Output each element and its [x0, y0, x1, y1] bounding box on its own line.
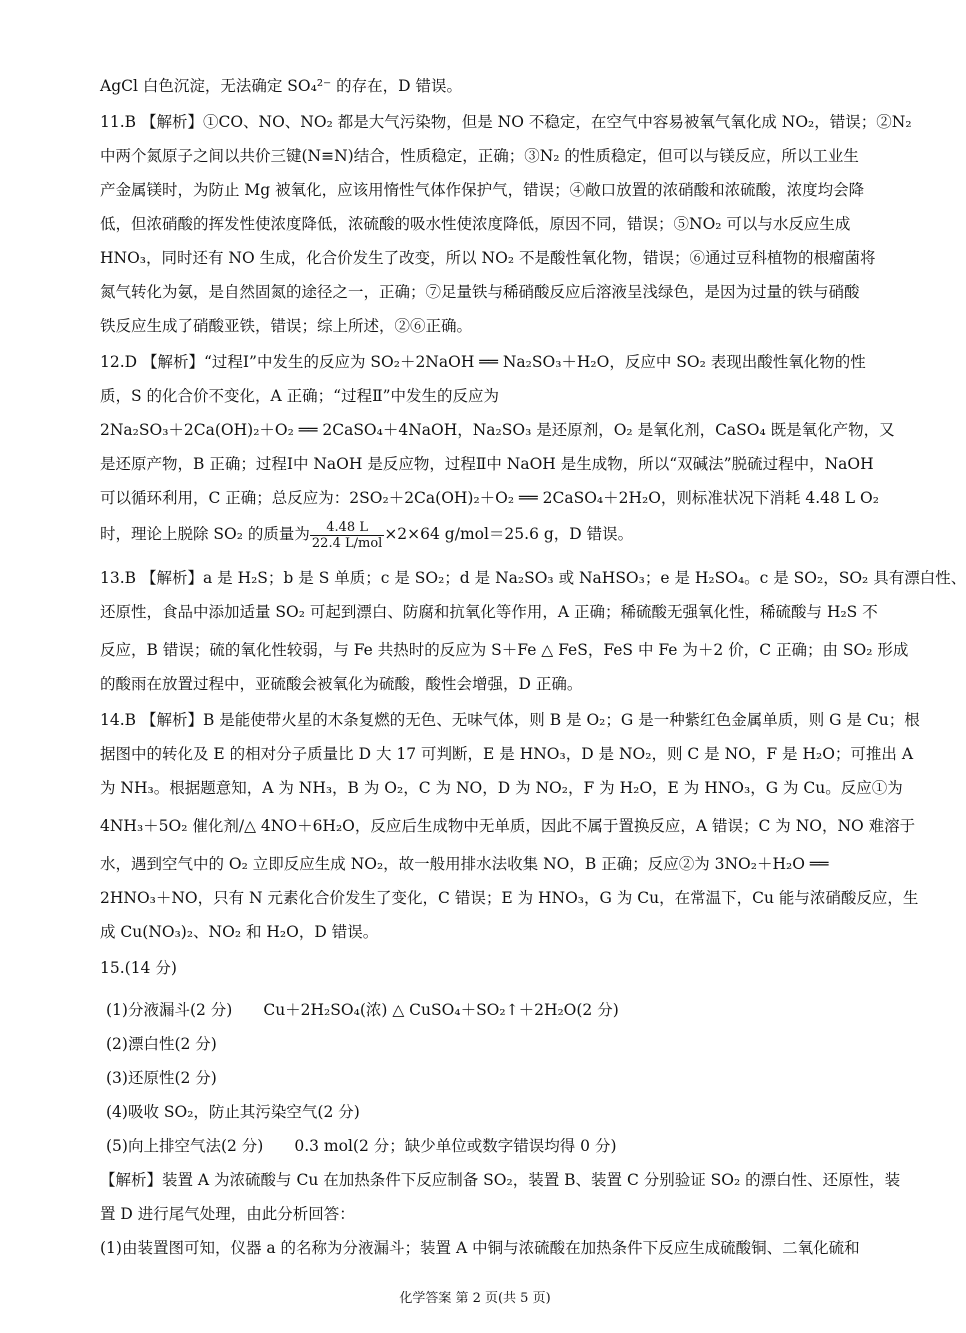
- answer-15-part-1: (1)分液漏斗(2 分) Cu＋2H₂SO₄(浓) △ CuSO₄＋SO₂↑＋2H₂O(2 分): [106, 1001, 619, 1019]
- answer-13-line: 13.B 【解析】a 是 H₂S；b 是 S 单质；c 是 SO₂；d 是 Na₂SO₃ 或 NaHSO₃；e 是 H₂SO₄。c 是 SO₂，SO₂ 具有漂白性、: [100, 569, 966, 587]
- text-line: 可以循环利用，C 正确；总反应为：2SO₂＋2Ca(OH)₂＋O₂ ══ 2CaSO₄＋2H₂O，则标准状况下消耗 4.48 L O₂: [100, 489, 879, 507]
- text-line: 为 NH₃。根据题意知，A 为 NH₃，B 为 O₂，C 为 NO，D 为 NO₂，F 为 H₂O，E 为 HNO₃，G 为 Cu。反应①为: [100, 779, 903, 797]
- text-line: 产金属镁时，为防止 Mg 被氧化，应该用惰性气体作保护气，错误；④敞口放置的浓硝酸和浓硫酸，浓度均会降: [100, 181, 865, 199]
- text-line: 成 Cu(NO₃)₂、NO₂ 和 H₂O，D 错误。: [100, 923, 379, 941]
- answer-15-part-5: (5)向上排空气法(2 分) 0.3 mol(2 分；缺少单位或数字错误均得 0 分): [106, 1137, 617, 1155]
- text-line: 置 D 进行尾气处理，由此分析回答：: [100, 1205, 355, 1223]
- text-line: 中两个氮原子之间以共价三键(N≡N)结合，性质稳定，正确；③N₂ 的性质稳定，但可以与镁反应，所以工业生: [100, 147, 859, 165]
- answer-15-heading: 15.(14 分): [100, 959, 177, 977]
- answer-12-line: 12.D 【解析】“过程Ⅰ”中发生的反应为 SO₂＋2NaOH ══ Na₂SO₃＋H₂O，反应中 SO₂ 表现出酸性氧化物的性: [100, 353, 866, 371]
- mass-fraction: [310, 520, 384, 551]
- text-line: 是还原产物，B 正确；过程Ⅰ中 NaOH 是反应物，过程Ⅱ中 NaOH 是生成物，所以“双碱法”脱硫过程中，NaOH: [100, 455, 874, 473]
- fraction-denominator: 22.4 L/mol: [311, 535, 383, 551]
- equation-line: 4NH₃＋5O₂ 催化剂/△ 4NO＋6H₂O，反应后生成物中无单质，因此不属于置换反应，A 错误；C 为 NO，NO 难溶于: [100, 817, 916, 835]
- fraction-suffix: ×2×64 g/mol＝25.6 g，D 错误。: [384, 525, 634, 543]
- text-line: 氮气转化为氨，是自然固氮的途径之一，正确；⑦足量铁与稀硝酸反应后溶液呈浅绿色，是因为过量的铁与硝酸: [100, 283, 860, 301]
- answer-15-part-2: (2)漂白性(2 分): [106, 1035, 217, 1053]
- text-line: (1)由装置图可知，仪器 a 的名称为分液漏斗；装置 A 中铜与浓硫酸在加热条件下反应生成硫酸铜、二氧化硫和: [100, 1239, 860, 1257]
- text-line: 铁反应生成了硝酸亚铁，错误；综上所述，②⑥正确。: [100, 317, 473, 335]
- equation-line: 2Na₂SO₃＋2Ca(OH)₂＋O₂ ══ 2CaSO₄＋4NaOH，Na₂SO₃ 是还原剂，O₂ 是氧化剂，CaSO₄ 既是氧化产物，又: [100, 421, 895, 439]
- text-line: 反应，B 错误；硫的氧化性较弱，与 Fe 共热时的反应为 S＋Fe △ FeS，FeS 中 Fe 为＋2 价，C 正确；由 SO₂ 形成: [100, 641, 909, 659]
- answer-15-part-3: (3)还原性(2 分): [106, 1069, 217, 1087]
- fraction-line: [100, 516, 870, 552]
- text-line: 水，遇到空气中的 O₂ 立即反应生成 NO₂，故一般用排水法收集 NO，B 正确；反应②为 3NO₂＋H₂O ══: [100, 855, 829, 873]
- text-line: 的酸雨在放置过程中，亚硫酸会被氧化为硫酸，酸性会增强，D 正确。: [100, 675, 583, 693]
- answer-15-part-4: (4)吸收 SO₂，防止其污染空气(2 分): [106, 1103, 360, 1121]
- text-line: 还原性，食品中添加适量 SO₂ 可起到漂白、防腐和抗氧化等作用，A 正确；稀硫酸无强氧化性，稀硫酸与 H₂S 不: [100, 603, 878, 621]
- text-line: HNO₃，同时还有 NO 生成，化合价发生了改变，所以 NO₂ 不是酸性氧化物，错误；⑥通过豆科植物的根瘤菌将: [100, 249, 876, 267]
- text-line: 低，但浓硝酸的挥发性使浓度降低，浓硫酸的吸水性使浓度降低，原因不同，错误；⑤NO₂ 可以与水反应生成: [100, 215, 851, 233]
- fraction-prefix: 时，理论上脱除 SO₂ 的质量为: [100, 525, 310, 543]
- answer-14-line: 14.B 【解析】B 是能使带火星的木条复燃的无色、无味气体，则 B 是 O₂；G 是一种紫红色金属单质，则 G 是 Cu；根: [100, 711, 920, 729]
- answer-11-line: 11.B 【解析】①CO、NO、NO₂ 都是大气污染物，但是 NO 不稳定，在空气中容易被氧气氧化成 NO₂，错误；②N₂: [100, 113, 912, 131]
- page-footer: 化学答案 第 2 页(共 5 页): [399, 1291, 551, 1306]
- analysis-line: 【解析】装置 A 为浓硫酸与 Cu 在加热条件下反应制备 SO₂，装置 B、装置 C 分别验证 SO₂ 的漂白性、还原性，装: [100, 1171, 901, 1189]
- text-line: 据图中的转化及 E 的相对分子质量比 D 大 17 可判断，E 是 HNO₃，D 是 NO₂，则 C 是 NO，F 是 H₂O；可推出 A: [100, 745, 914, 763]
- fraction-numerator: 4.48 L: [310, 520, 384, 536]
- text-line: 2HNO₃＋NO，只有 N 元素化合价发生了变化，C 错误；E 为 HNO₃，G 为 Cu，在常温下，Cu 能与浓硝酸反应，生: [100, 889, 919, 907]
- text-line: AgCl 白色沉淀，无法确定 SO₄²⁻ 的存在，D 错误。: [100, 77, 463, 95]
- text-line: 质，S 的化合价不变化，A 正确；“过程Ⅱ”中发生的反应为: [100, 387, 500, 405]
